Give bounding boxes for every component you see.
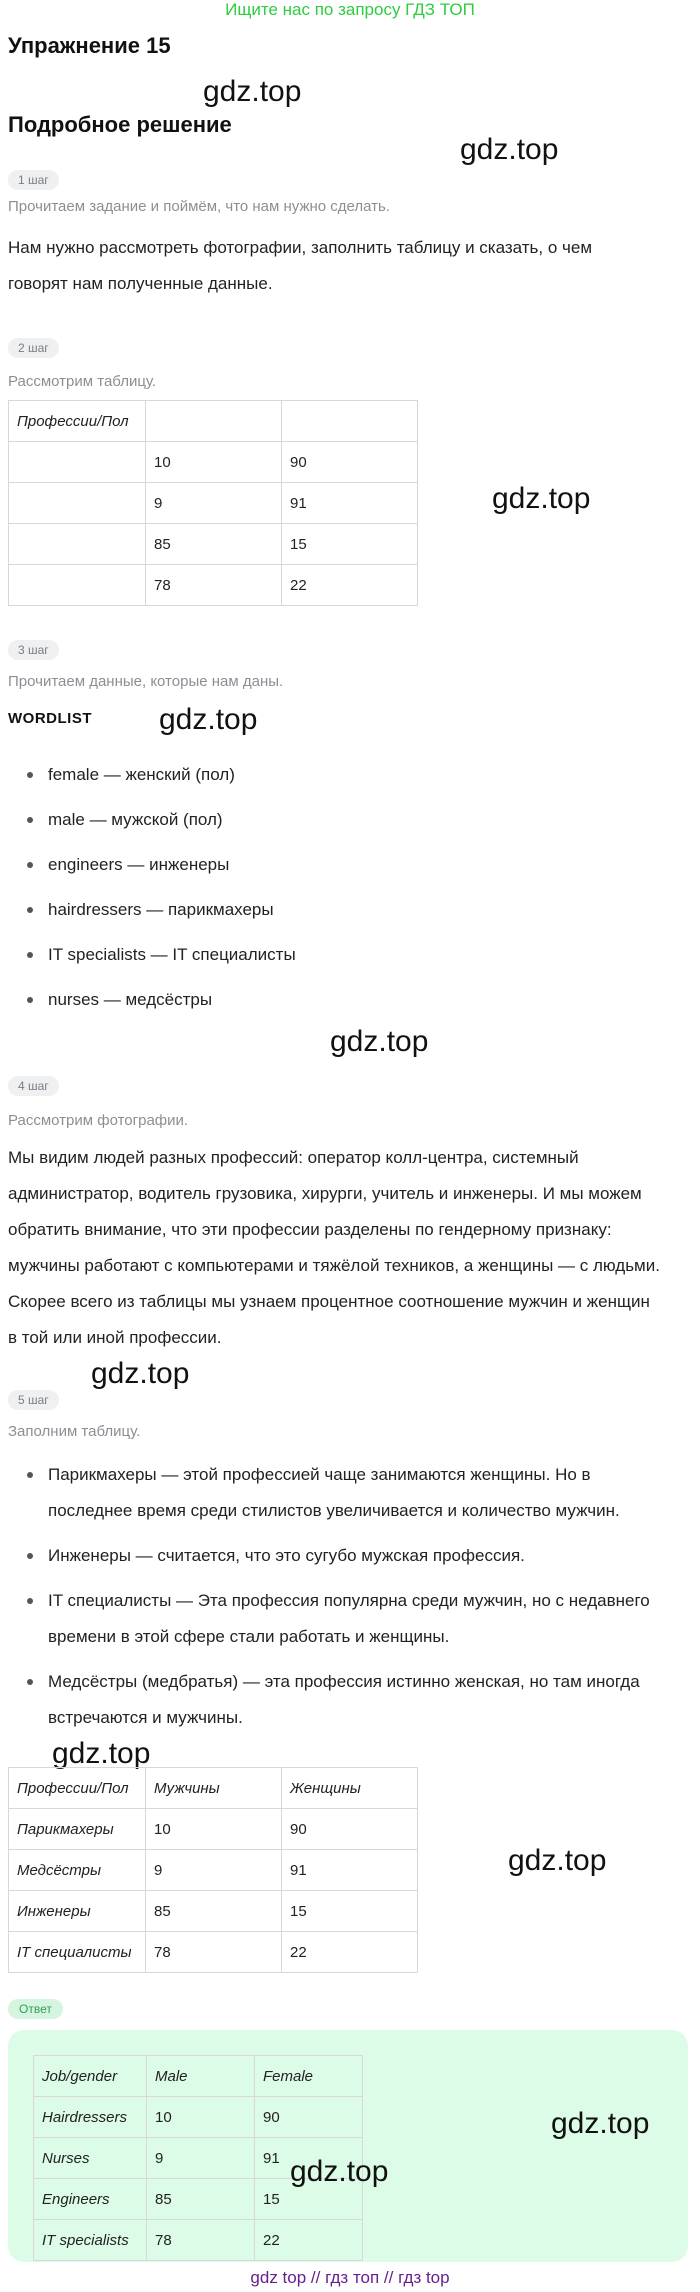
step-hint: Рассмотрим фотографии.	[8, 1112, 189, 1129]
table-header-row	[9, 401, 418, 442]
table-cell: 15	[255, 2179, 363, 2220]
table-cell: 9	[146, 483, 282, 524]
table-cell: Job/gender	[34, 2056, 147, 2097]
table-cell: 91	[282, 1850, 418, 1891]
table-cell: 10	[147, 2097, 255, 2138]
table-cell: 10	[146, 442, 282, 483]
footer-links[interactable]: gdz top // гдз топ // гдз top	[250, 2268, 450, 2287]
table-cell	[146, 401, 282, 442]
watermark: gdz.top	[52, 1737, 151, 1770]
table-cell	[9, 524, 146, 565]
list-item: engineers — инженеры	[8, 854, 648, 899]
table-cell: Медсёстры	[9, 1850, 146, 1891]
table-cell	[9, 565, 146, 606]
table-cell: 91	[282, 483, 418, 524]
professions-list	[8, 1457, 678, 1745]
table-row	[9, 1850, 418, 1891]
table-cell	[282, 401, 418, 442]
table-cell: IT specialists	[34, 2220, 147, 2261]
table-cell: Engineers	[34, 2179, 147, 2220]
step-badge: 5 шаг	[8, 1390, 59, 1410]
watermark: gdz.top	[492, 482, 591, 515]
table-cell: 90	[255, 2097, 363, 2138]
table-cell: 90	[282, 1809, 418, 1850]
table-cell: 22	[255, 2220, 363, 2261]
table-row	[9, 524, 418, 565]
table-cell: 10	[146, 1809, 282, 1850]
table-cell: 85	[146, 524, 282, 565]
watermark: gdz.top	[551, 2107, 650, 2140]
list-item: Инженеры — считается, что это сугубо мужская профессия.	[8, 1538, 678, 1574]
table-cell: 78	[146, 1932, 282, 1973]
watermark: gdz.top	[290, 2155, 389, 2188]
watermark: gdz.top	[508, 1844, 607, 1877]
table-cell: Female	[255, 2056, 363, 2097]
table-cell: Nurses	[34, 2138, 147, 2179]
table-row	[9, 1809, 418, 1850]
step-hint: Прочитаем данные, которые нам даны.	[8, 673, 284, 690]
table-header-row	[9, 1768, 418, 1809]
step-badge: 4 шаг	[8, 1076, 59, 1096]
page-title: Упражнение 15	[8, 33, 171, 58]
table-header-row	[34, 2056, 363, 2097]
table-row	[9, 565, 418, 606]
list-item: female — женский (пол)	[8, 764, 648, 809]
table-cell: Hairdressers	[34, 2097, 147, 2138]
answer-badge: Ответ	[8, 1999, 63, 2019]
table-row	[9, 1891, 418, 1932]
table-cell: 15	[282, 524, 418, 565]
table-cell: Мужчины	[146, 1768, 282, 1809]
wordlist-title: WORDLIST	[8, 710, 92, 727]
step-hint: Прочитаем задание и поймём, что нам нужно сделать.	[8, 198, 391, 215]
table-cell: Профессии/Пол	[9, 401, 146, 442]
table-row	[9, 483, 418, 524]
step-text: Мы видим людей разных профессий: оператор колл-центра, системный администратор, водитель грузовика, хирурги, учитель и инженеры. И мы можем обратить внимание, что эти профессии разделены по гендерному признаку: мужчины работают с компьютерами и тяжёлой техников, а женщины — с людьми. Скорее всего из таблицы мы узнаем процентное соотношение мужчин и женщин в той или иной профессии.	[8, 1148, 660, 1347]
list-item: IT специалисты — Эта профессия популярна среди мужчин, но с недавнего времени в этой сфере стали работать и женщины.	[8, 1583, 678, 1655]
table-cell: 15	[282, 1891, 418, 1932]
table-cell: Инженеры	[9, 1891, 146, 1932]
table-cell: 22	[282, 1932, 418, 1973]
step-hint: Заполним таблицу.	[8, 1423, 141, 1440]
list-item: IT specialists — IT специалисты	[8, 944, 648, 989]
table-cell: 90	[282, 442, 418, 483]
table-cell: 9	[146, 1850, 282, 1891]
step-badge: 1 шаг	[8, 170, 59, 190]
section-title: Подробное решение	[8, 112, 232, 137]
watermark: gdz.top	[330, 1025, 429, 1058]
table-row	[9, 442, 418, 483]
table-cell: Male	[147, 2056, 255, 2097]
step-text: Нам нужно рассмотреть фотографии, заполнить таблицу и сказать, о чем говорят нам полученные данные.	[8, 238, 593, 293]
list-item: Медсёстры (медбратья) — эта профессия истинно женская, но там иногда встречаются и мужчины.	[8, 1664, 678, 1736]
table-cell: 85	[146, 1891, 282, 1932]
wordlist	[8, 764, 648, 1034]
table-row	[34, 2097, 363, 2138]
table-cell: Профессии/Пол	[9, 1768, 146, 1809]
table-cell: 22	[282, 565, 418, 606]
table-row	[9, 1932, 418, 1973]
list-item: hairdressers — парикмахеры	[8, 899, 648, 944]
table-cell: 9	[147, 2138, 255, 2179]
list-item: male — мужской (пол)	[8, 809, 648, 854]
table-cell	[9, 483, 146, 524]
list-item: Парикмахеры — этой профессией чаще занимаются женщины. Но в последнее время среди стилистов увеличивается и количество мужчин.	[8, 1457, 678, 1529]
watermark: gdz.top	[91, 1357, 190, 1390]
filled-table	[8, 1767, 418, 1973]
empty-table	[8, 400, 418, 606]
step-badge: 3 шаг	[8, 640, 59, 660]
step-badge: 2 шаг	[8, 338, 59, 358]
step-hint: Рассмотрим таблицу.	[8, 373, 157, 390]
table-cell: 91	[255, 2138, 363, 2179]
top-search-link[interactable]: Ищите нас по запросу ГДЗ ТОП	[225, 0, 475, 19]
table-cell: Парикмахеры	[9, 1809, 146, 1850]
list-item: nurses — медсёстры	[8, 989, 648, 1034]
table-cell: 78	[147, 2220, 255, 2261]
table-cell	[9, 442, 146, 483]
table-cell: 85	[147, 2179, 255, 2220]
table-cell: Женщины	[282, 1768, 418, 1809]
watermark: gdz.top	[203, 75, 302, 108]
watermark: gdz.top	[159, 703, 258, 736]
table-cell: IT специалисты	[9, 1932, 146, 1973]
table-row	[34, 2220, 363, 2261]
watermark: gdz.top	[460, 133, 559, 166]
table-cell: 78	[146, 565, 282, 606]
